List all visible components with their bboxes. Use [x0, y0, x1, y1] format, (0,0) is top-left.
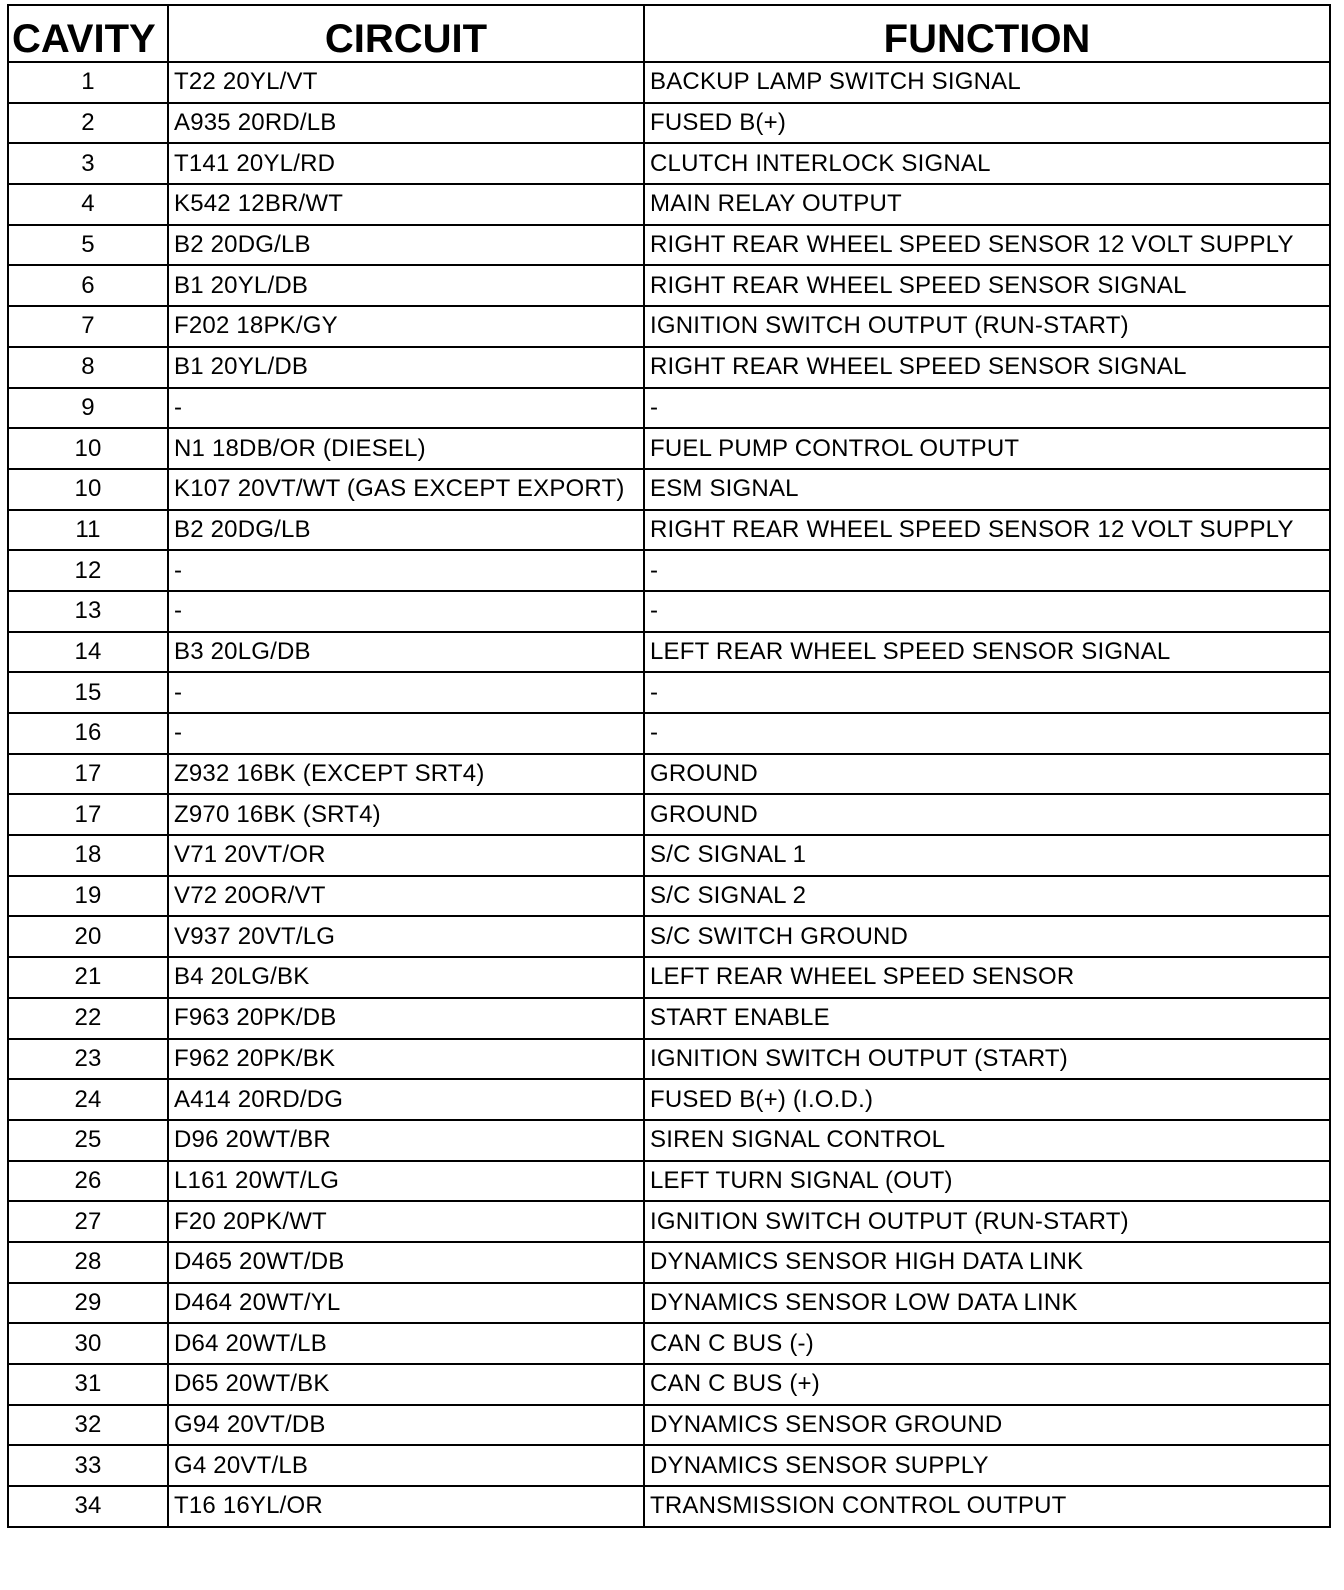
- table-row: [8, 916, 1330, 957]
- function-cell: CAN C BUS (+): [644, 1364, 1330, 1405]
- table-row: [8, 388, 1330, 429]
- circuit-cell: -: [168, 550, 644, 591]
- cavity-cell: 11: [8, 510, 168, 551]
- cavity-cell: 13: [8, 591, 168, 632]
- circuit-cell: B1 20YL/DB: [168, 347, 644, 388]
- cavity-cell: 32: [8, 1405, 168, 1446]
- table-row: [8, 265, 1330, 306]
- function-cell: IGNITION SWITCH OUTPUT (START): [644, 1039, 1330, 1080]
- cavity-cell: 18: [8, 835, 168, 876]
- circuit-cell: T22 20YL/VT: [168, 62, 644, 103]
- circuit-cell: F962 20PK/BK: [168, 1039, 644, 1080]
- function-cell: GROUND: [644, 794, 1330, 835]
- cavity-cell: 30: [8, 1323, 168, 1364]
- function-cell: IGNITION SWITCH OUTPUT (RUN-START): [644, 1201, 1330, 1242]
- function-cell: DYNAMICS SENSOR GROUND: [644, 1405, 1330, 1446]
- function-cell: S/C SIGNAL 1: [644, 835, 1330, 876]
- column-header-function: FUNCTION: [644, 5, 1330, 62]
- table-row: [8, 306, 1330, 347]
- circuit-cell: B1 20YL/DB: [168, 265, 644, 306]
- table-body: [8, 62, 1330, 1527]
- function-cell: DYNAMICS SENSOR SUPPLY: [644, 1445, 1330, 1486]
- circuit-cell: A935 20RD/LB: [168, 103, 644, 144]
- table-row: [8, 1486, 1330, 1527]
- cavity-cell: 24: [8, 1079, 168, 1120]
- table-row: [8, 1242, 1330, 1283]
- table-row: [8, 1323, 1330, 1364]
- circuit-cell: B2 20DG/LB: [168, 510, 644, 551]
- function-cell: DYNAMICS SENSOR HIGH DATA LINK: [644, 1242, 1330, 1283]
- function-cell: START ENABLE: [644, 998, 1330, 1039]
- cavity-cell: 10: [8, 469, 168, 510]
- cavity-cell: 25: [8, 1120, 168, 1161]
- circuit-cell: F963 20PK/DB: [168, 998, 644, 1039]
- function-cell: FUEL PUMP CONTROL OUTPUT: [644, 428, 1330, 469]
- circuit-cell: B4 20LG/BK: [168, 957, 644, 998]
- circuit-cell: K107 20VT/WT (GAS EXCEPT EXPORT): [168, 469, 644, 510]
- circuit-cell: B3 20LG/DB: [168, 632, 644, 673]
- function-cell: BACKUP LAMP SWITCH SIGNAL: [644, 62, 1330, 103]
- cavity-cell: 4: [8, 184, 168, 225]
- cavity-cell: 27: [8, 1201, 168, 1242]
- circuit-cell: -: [168, 713, 644, 754]
- table-row: [8, 1039, 1330, 1080]
- table-row: [8, 550, 1330, 591]
- circuit-cell: -: [168, 591, 644, 632]
- circuit-cell: V71 20VT/OR: [168, 835, 644, 876]
- function-cell: MAIN RELAY OUTPUT: [644, 184, 1330, 225]
- circuit-cell: B2 20DG/LB: [168, 225, 644, 266]
- cavity-cell: 33: [8, 1445, 168, 1486]
- cavity-cell: 1: [8, 62, 168, 103]
- circuit-cell: -: [168, 672, 644, 713]
- table-row: [8, 347, 1330, 388]
- circuit-cell: -: [168, 388, 644, 429]
- cavity-cell: 16: [8, 713, 168, 754]
- circuit-cell: D96 20WT/BR: [168, 1120, 644, 1161]
- function-cell: FUSED B(+) (I.O.D.): [644, 1079, 1330, 1120]
- cavity-cell: 17: [8, 754, 168, 795]
- function-cell: RIGHT REAR WHEEL SPEED SENSOR SIGNAL: [644, 347, 1330, 388]
- circuit-cell: Z932 16BK (EXCEPT SRT4): [168, 754, 644, 795]
- function-cell: LEFT TURN SIGNAL (OUT): [644, 1161, 1330, 1202]
- cavity-cell: 9: [8, 388, 168, 429]
- circuit-cell: V72 20OR/VT: [168, 876, 644, 917]
- function-cell: RIGHT REAR WHEEL SPEED SENSOR SIGNAL: [644, 265, 1330, 306]
- connector-pinout-sheet: [7, 4, 1329, 1528]
- cavity-cell: 31: [8, 1364, 168, 1405]
- cavity-cell: 7: [8, 306, 168, 347]
- circuit-cell: D465 20WT/DB: [168, 1242, 644, 1283]
- table-row: [8, 1201, 1330, 1242]
- cavity-cell: 2: [8, 103, 168, 144]
- table-row: [8, 835, 1330, 876]
- table-header-row: [8, 5, 1330, 62]
- circuit-cell: D464 20WT/YL: [168, 1283, 644, 1324]
- cavity-cell: 19: [8, 876, 168, 917]
- function-cell: TRANSMISSION CONTROL OUTPUT: [644, 1486, 1330, 1527]
- function-cell: SIREN SIGNAL CONTROL: [644, 1120, 1330, 1161]
- connector-pinout-table: [7, 4, 1331, 1528]
- circuit-cell: A414 20RD/DG: [168, 1079, 644, 1120]
- cavity-cell: 14: [8, 632, 168, 673]
- table-row: [8, 713, 1330, 754]
- circuit-cell: F202 18PK/GY: [168, 306, 644, 347]
- cavity-cell: 17: [8, 794, 168, 835]
- table-row: [8, 428, 1330, 469]
- cavity-cell: 10: [8, 428, 168, 469]
- circuit-cell: L161 20WT/LG: [168, 1161, 644, 1202]
- function-cell: CLUTCH INTERLOCK SIGNAL: [644, 143, 1330, 184]
- table-row: [8, 225, 1330, 266]
- table-row: [8, 1079, 1330, 1120]
- circuit-cell: G4 20VT/LB: [168, 1445, 644, 1486]
- table-row: [8, 754, 1330, 795]
- table-row: [8, 184, 1330, 225]
- cavity-cell: 29: [8, 1283, 168, 1324]
- table-row: [8, 876, 1330, 917]
- column-header-circuit: CIRCUIT: [168, 5, 644, 62]
- table-row: [8, 794, 1330, 835]
- function-cell: S/C SWITCH GROUND: [644, 916, 1330, 957]
- table-row: [8, 62, 1330, 103]
- table-row: [8, 998, 1330, 1039]
- cavity-cell: 3: [8, 143, 168, 184]
- function-cell: -: [644, 550, 1330, 591]
- table-row: [8, 632, 1330, 673]
- table-row: [8, 469, 1330, 510]
- function-cell: RIGHT REAR WHEEL SPEED SENSOR 12 VOLT SUPPLY: [644, 225, 1330, 266]
- table-row: [8, 1161, 1330, 1202]
- function-cell: RIGHT REAR WHEEL SPEED SENSOR 12 VOLT SUPPLY: [644, 510, 1330, 551]
- function-cell: -: [644, 672, 1330, 713]
- table-row: [8, 143, 1330, 184]
- table-row: [8, 672, 1330, 713]
- circuit-cell: V937 20VT/LG: [168, 916, 644, 957]
- function-cell: IGNITION SWITCH OUTPUT (RUN-START): [644, 306, 1330, 347]
- function-cell: -: [644, 388, 1330, 429]
- cavity-cell: 34: [8, 1486, 168, 1527]
- circuit-cell: T16 16YL/OR: [168, 1486, 644, 1527]
- cavity-cell: 28: [8, 1242, 168, 1283]
- table-row: [8, 1120, 1330, 1161]
- circuit-cell: G94 20VT/DB: [168, 1405, 644, 1446]
- cavity-cell: 12: [8, 550, 168, 591]
- function-cell: CAN C BUS (-): [644, 1323, 1330, 1364]
- function-cell: GROUND: [644, 754, 1330, 795]
- circuit-cell: K542 12BR/WT: [168, 184, 644, 225]
- circuit-cell: D64 20WT/LB: [168, 1323, 644, 1364]
- circuit-cell: D65 20WT/BK: [168, 1364, 644, 1405]
- function-cell: -: [644, 713, 1330, 754]
- cavity-cell: 22: [8, 998, 168, 1039]
- function-cell: DYNAMICS SENSOR LOW DATA LINK: [644, 1283, 1330, 1324]
- column-header-cavity: CAVITY: [8, 5, 168, 62]
- table-row: [8, 1405, 1330, 1446]
- table-row: [8, 510, 1330, 551]
- function-cell: -: [644, 591, 1330, 632]
- circuit-cell: T141 20YL/RD: [168, 143, 644, 184]
- circuit-cell: N1 18DB/OR (DIESEL): [168, 428, 644, 469]
- cavity-cell: 26: [8, 1161, 168, 1202]
- cavity-cell: 5: [8, 225, 168, 266]
- function-cell: S/C SIGNAL 2: [644, 876, 1330, 917]
- cavity-cell: 21: [8, 957, 168, 998]
- circuit-cell: F20 20PK/WT: [168, 1201, 644, 1242]
- function-cell: FUSED B(+): [644, 103, 1330, 144]
- table-row: [8, 1283, 1330, 1324]
- table-row: [8, 591, 1330, 632]
- function-cell: LEFT REAR WHEEL SPEED SENSOR: [644, 957, 1330, 998]
- cavity-cell: 8: [8, 347, 168, 388]
- cavity-cell: 23: [8, 1039, 168, 1080]
- table-row: [8, 103, 1330, 144]
- cavity-cell: 6: [8, 265, 168, 306]
- cavity-cell: 20: [8, 916, 168, 957]
- table-row: [8, 1445, 1330, 1486]
- cavity-cell: 15: [8, 672, 168, 713]
- circuit-cell: Z970 16BK (SRT4): [168, 794, 644, 835]
- function-cell: ESM SIGNAL: [644, 469, 1330, 510]
- table-row: [8, 957, 1330, 998]
- function-cell: LEFT REAR WHEEL SPEED SENSOR SIGNAL: [644, 632, 1330, 673]
- table-row: [8, 1364, 1330, 1405]
